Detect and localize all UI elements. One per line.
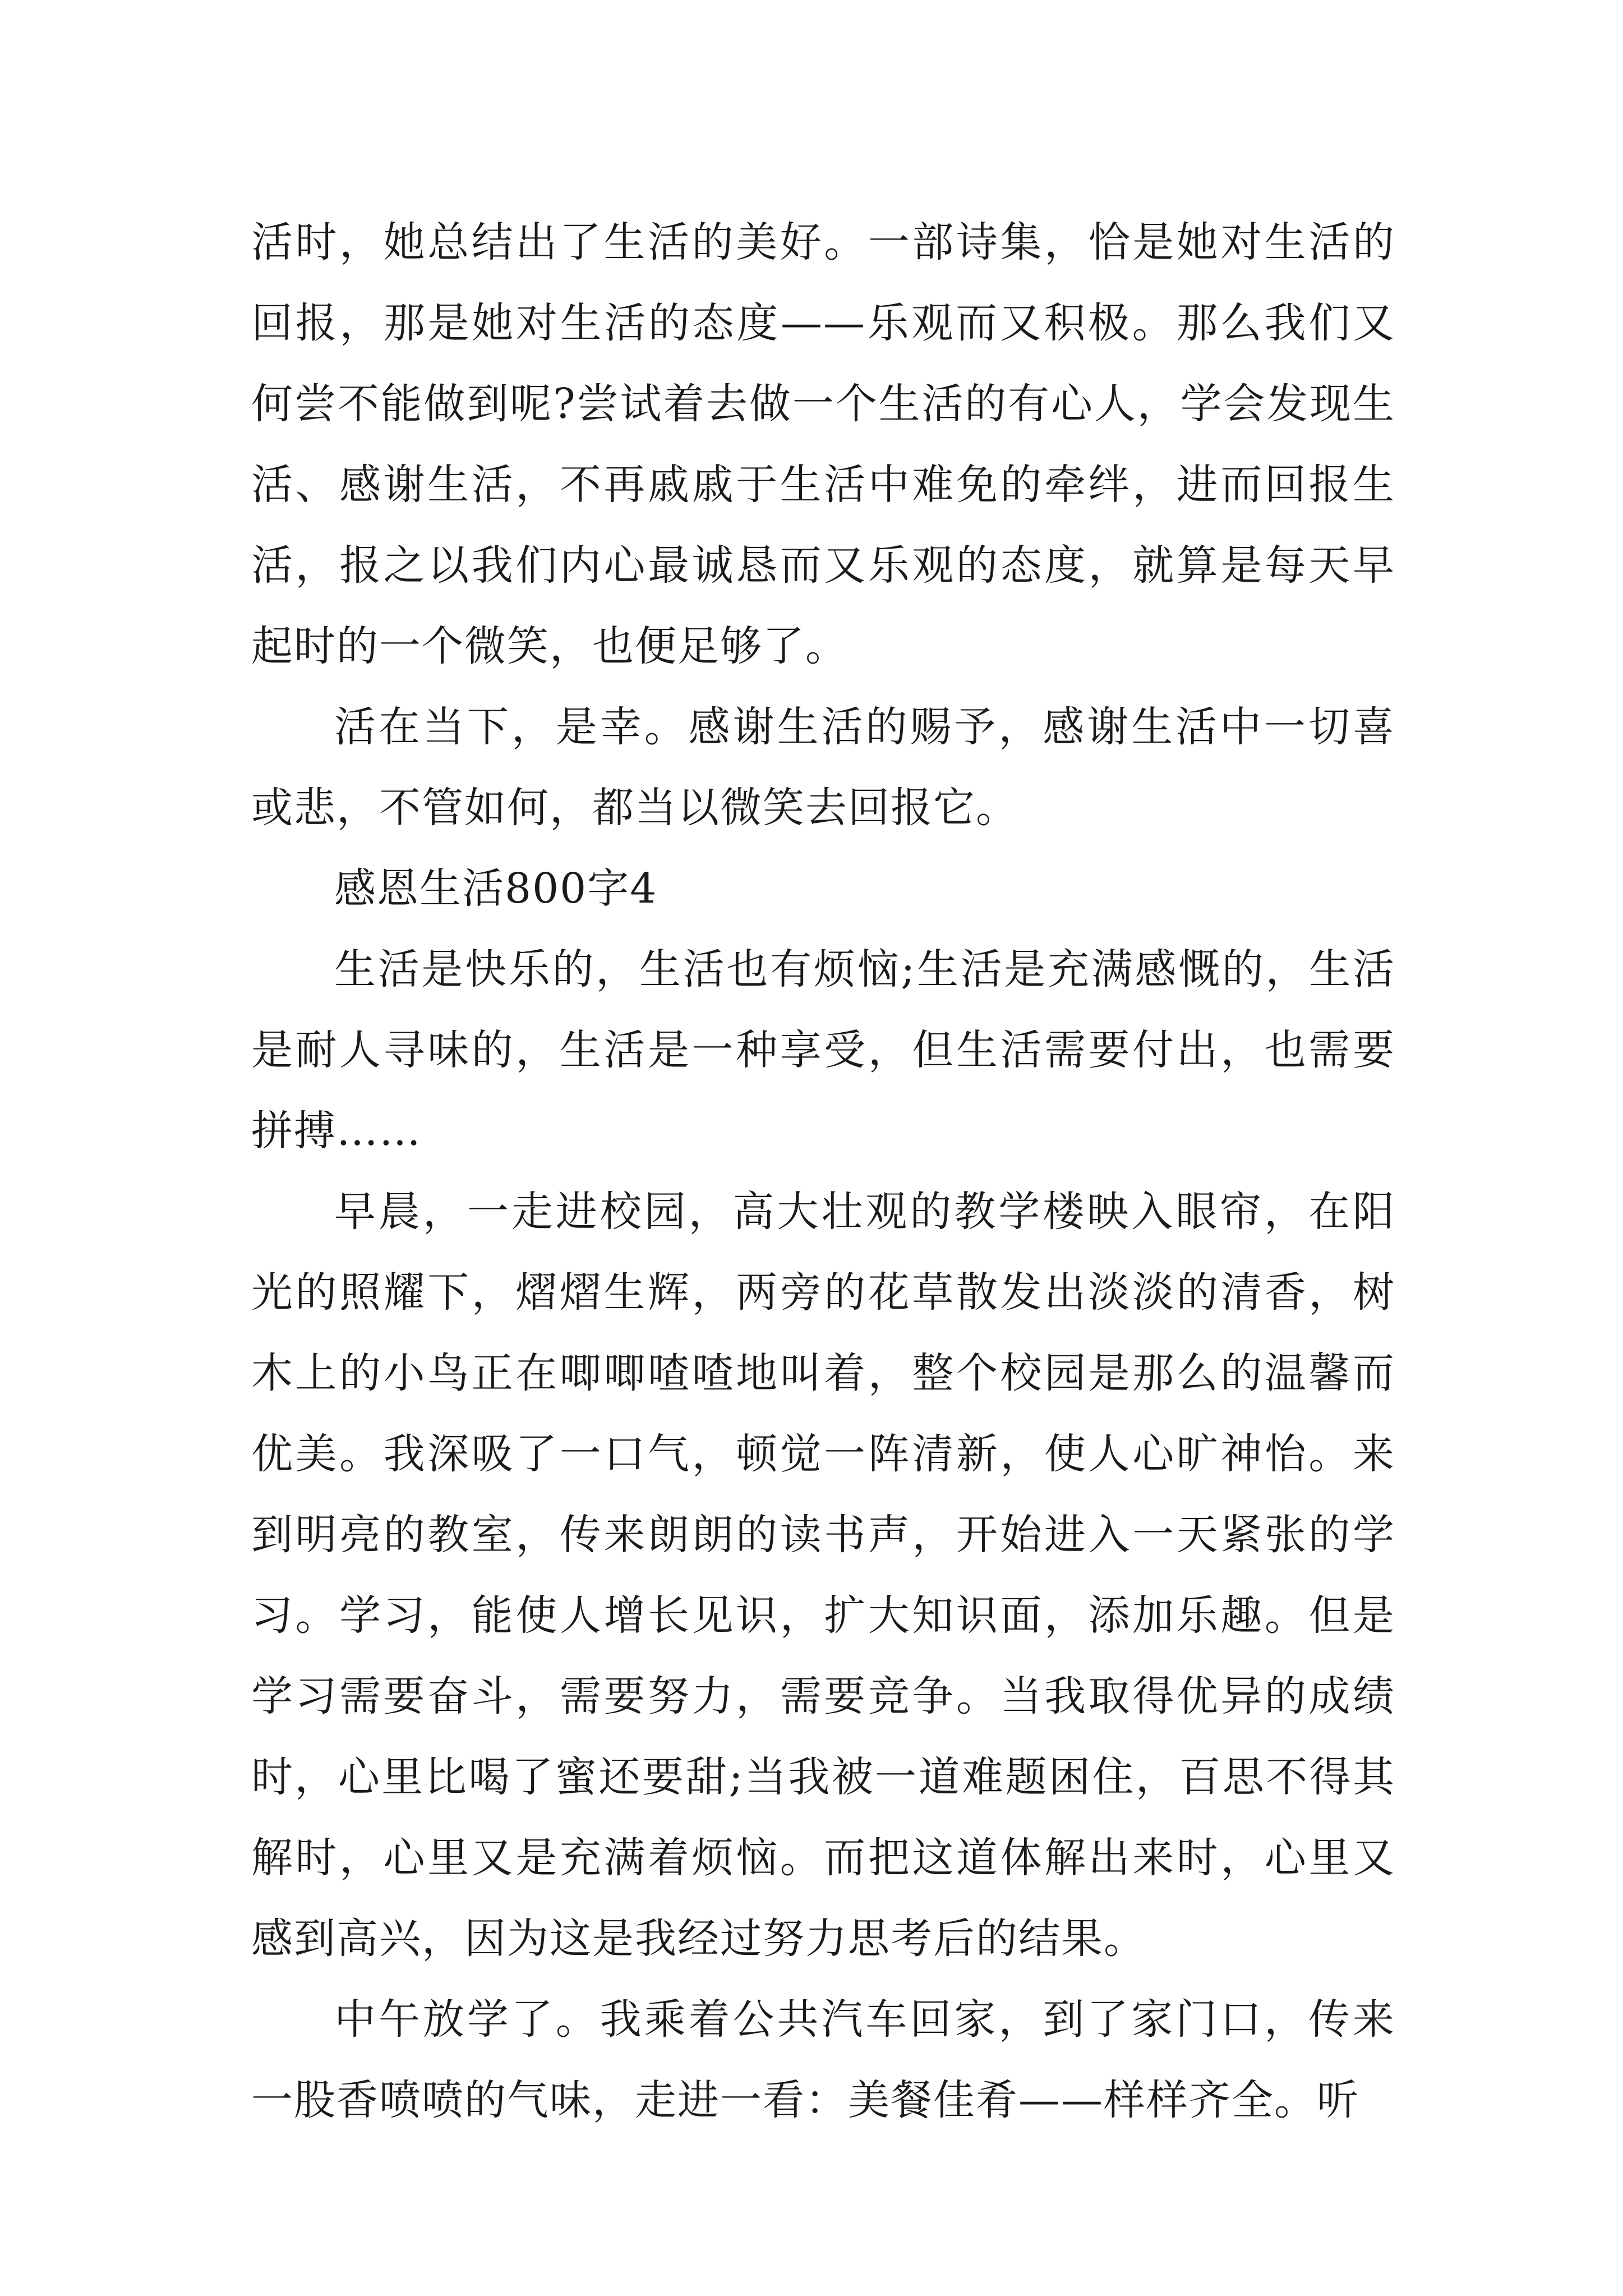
paragraph: 早晨，一走进校园，高大壮观的教学楼映入眼帘，在阳光的照耀下，熠熠生辉，两旁的花草散发出淡淡的清香，树木上的小鸟正在唧唧喳喳地叫着，整个校园是那么的温馨而优美。我深吸了一口气，顿觉一阵清新，使人心旷神怡。来到明亮的教室，传来朗朗的读书声，开始进入一天紧张的学习。学习，能使人增长见识，扩大知识面，添加乐趣。但是学习需要奋斗，需要努力，需要竞争。当我取得优异的成绩时，心里比喝了蜜还要甜;当我被一道难题困住，百思不得其解时，心里又是充满着烦恼。而把这道体解出来时，心里又感到高兴，因为这是我经过努力思考后的结果。 [251,1188,1395,1963]
paragraph: 中午放学了。我乘着公共汽车回家，到了家门口，传来一股香喷喷的气味，走进一看：美餐佳肴——样样齐全。听 [251,1995,1395,2124]
paragraph: 活时，她总结出了生活的美好。一部诗集，恰是她对生活的回报，那是她对生活的态度——乐观而又积极。那么我们又何尝不能做到呢?尝试着去做一个生活的有心人，学会发现生活、感谢生活，不再戚戚于生活中难免的牵绊，进而回报生活，报之以我们内心最诚恳而又乐观的态度，就算是每天早起时的一个微笑，也便足够了。 [251,218,1395,670]
paragraph: 生活是快乐的，生活也有烦恼;生活是充满感慨的，生活是耐人寻味的，生活是一种享受，但生活需要付出，也需要拼搏…… [251,945,1395,1155]
document-body [251,202,1395,2141]
paragraph: 活在当下，是幸。感谢生活的赐予，感谢生活中一切喜或悲，不管如何，都当以微笑去回报它。 [251,703,1395,832]
section-heading: 感恩生活800字4 [334,864,658,913]
